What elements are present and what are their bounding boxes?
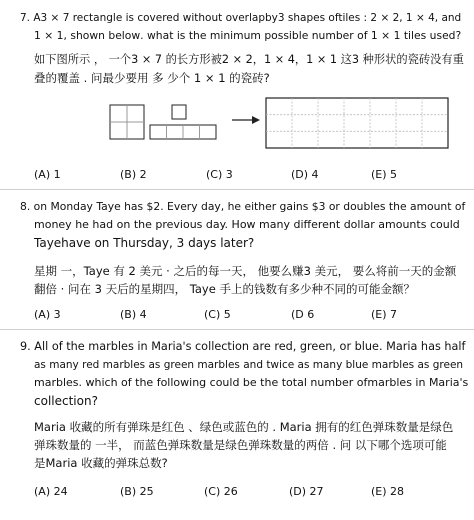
divider (0, 329, 474, 330)
q9-zh-line-3: 是Maria 收藏的弹珠总数? (34, 456, 168, 470)
q9-option-d[interactable]: (D) 27 (289, 485, 324, 498)
tile-1x4 (150, 125, 216, 139)
q9-option-e[interactable]: (E) 28 (371, 485, 405, 498)
q8-option-a[interactable]: (A) 3 (34, 308, 61, 321)
q8-text-line-3: Tayehave on Thursday, 3 days later? (34, 236, 255, 250)
q8-option-b[interactable]: (B) 4 (120, 308, 147, 321)
q7-option-a[interactable]: (A) 1 (34, 168, 61, 181)
q7-text-line-1: 7. A3 × 7 rectangle is covered without overlapby3 shapes oftiles : 2 × 2, 1 × 4, and (20, 12, 462, 24)
q8-option-c[interactable]: (C) 5 (204, 308, 231, 321)
divider (0, 189, 474, 190)
q8-text-line-1: 8. on Monday Taye has $2. Every day, he either gains $3 or doubles the amount of (20, 200, 466, 213)
grid-3x7 (266, 98, 448, 148)
q7-zh-line-2: 叠的覆盖 . 问最少要用 多 少个 1 × 1 的瓷砖? (34, 71, 270, 85)
q9-text-line-4: collection? (34, 394, 98, 408)
q9-option-b[interactable]: (B) 25 (120, 485, 154, 498)
q7-text-line-2: 1 × 1, shown beloᴡ. what is the minimum possible number of 1 × 1 tiles used? (34, 29, 462, 42)
q7-option-d[interactable]: (D) 4 (291, 168, 319, 181)
q8-option-e[interactable]: (E) 7 (371, 308, 398, 321)
q9-zh-line-2: 弹珠数量的 一半， 而蓝色弹珠数量是绿色弹珠数量的两倍 . 问 以下哪个选项可能 (34, 438, 447, 452)
q9-text-line-1: 9. All of the marbles in Maria's collection are red, green, or blue. Maria has half (20, 340, 466, 353)
q8-zh-line-2: 翻倍 · 问在 3 天后的星期四， Taye 手上的钱数有多少种不同的可能金额？ (34, 282, 415, 296)
tile-2x2 (110, 105, 144, 139)
q8-zh-line-1: 星期 一，Taye 有 2 美元 · 之后的每一天， 他要么赚3 美元， 要么将前一天的金额 (34, 264, 457, 278)
q9-option-c[interactable]: (C) 26 (204, 485, 238, 498)
q7-zh-line-1: 如下图所示 ， 一个3 × 7 的长方形被2 × 2，1 × 4，1 × 1 这3 种形状的瓷砖没有重 (34, 53, 464, 66)
q9-option-a[interactable]: (A) 24 (34, 485, 68, 498)
q7-option-c[interactable]: (C) 3 (206, 168, 233, 181)
q8-option-d[interactable]: (D 6 (291, 308, 315, 321)
q9-text-line-3: marbles. which of the following could be the total number ofmarbles in Maria's (34, 376, 469, 389)
q7-option-e[interactable]: (E) 5 (371, 168, 398, 181)
q9-zh-line-1: Maria 收藏的所有弹珠是红色 、绿色或蓝色的 . Maria 拥有的红色弹珠数量是绿色 (34, 420, 454, 434)
q8-text-line-2: money he had on the previous day. How many different dollar amounts could (34, 218, 460, 231)
q9-text-line-2: as many red marbles as green marbles and twice as many blue marbles as green (34, 359, 464, 371)
tile-1x1 (172, 105, 186, 119)
arrow-icon (232, 116, 260, 124)
q7-option-b[interactable]: (B) 2 (120, 168, 147, 181)
